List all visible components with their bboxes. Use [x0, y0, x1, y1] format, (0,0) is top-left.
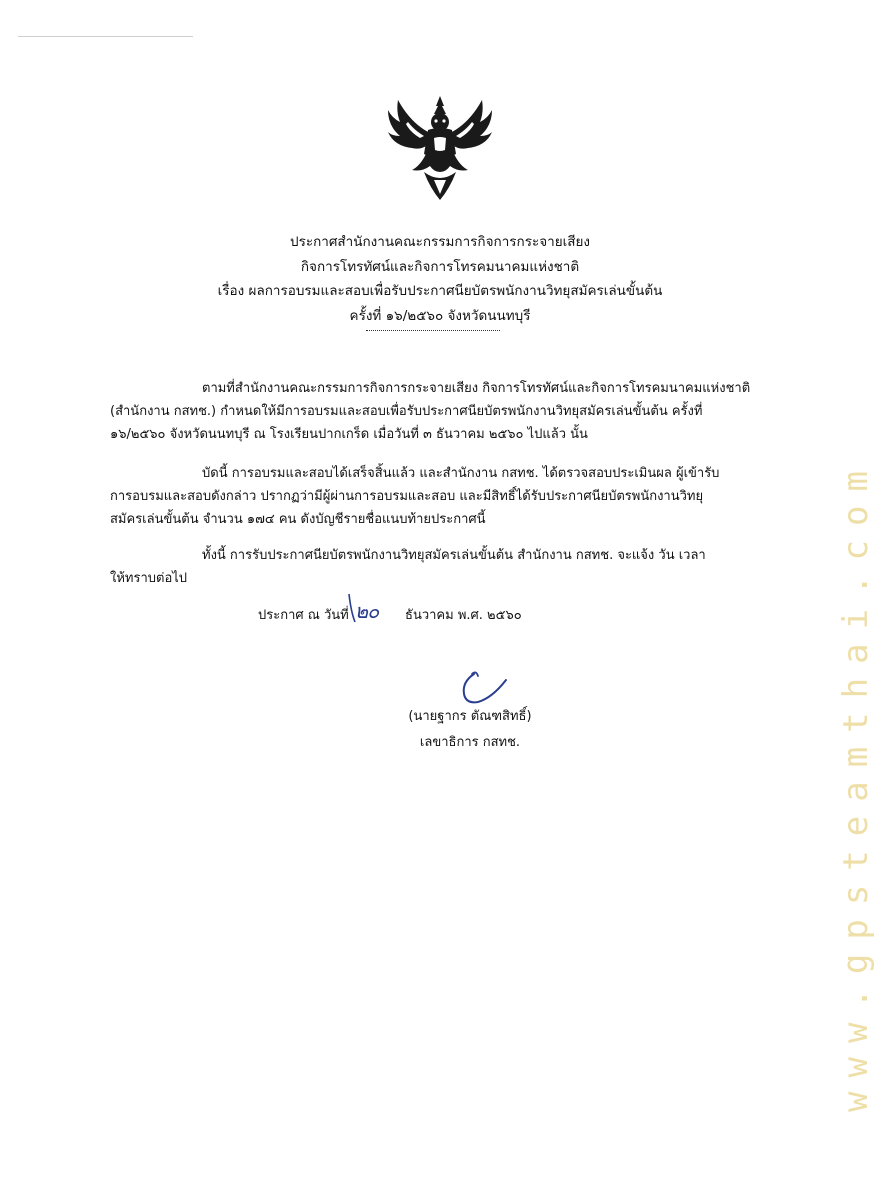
paragraph-background — [110, 377, 751, 446]
announcement-heading — [130, 230, 750, 328]
paragraph-line: บัดนี้ การอบรมและสอบได้เสร็จสิ้นแล้ว และสำนักงาน กสทช. ได้ตรวจสอบประเมินผล ผู้เข้ารับ — [202, 466, 720, 481]
paragraph-line: การอบรมและสอบดังกล่าว ปรากฏว่ามีผู้ผ่านการอบรมและสอบ และมีสิทธิ์ได้รับประกาศนียบัตรพนักงานวิทยุ — [110, 489, 704, 504]
handwritten-day-slot — [353, 598, 401, 626]
paragraph-line: สมัครเล่นขั้นต้น จำนวน ๑๗๔ คน ดังบัญชีรายชื่อแนบท้ายประกาศนี้ — [110, 512, 486, 527]
heading-line-session: ครั้งที่ ๑๖/๒๕๖๐ จังหวัดนนทบุรี — [349, 307, 531, 324]
signer-block — [340, 704, 600, 756]
handwritten-day: ๒๐ — [354, 598, 379, 623]
scan-edge-line — [18, 36, 193, 37]
paragraph-line: (สำนักงาน กสทช.) กำหนดให้มีการอบรมและสอบเพื่อรับประกาศนียบัตรพนักงานวิทยุสมัครเล่นขั้นต้น ครั้งที่ — [110, 404, 703, 419]
paragraph-line: ให้ทราบต่อไป — [110, 571, 188, 586]
garuda-emblem-icon — [384, 92, 496, 204]
signer-name: (นายฐากร ตัณฑสิทธิ์) — [408, 709, 532, 724]
paragraph-line: ตามที่สำนักงานคณะกรรมการกิจการกระจายเสียง กิจการโทรทัศน์และกิจการโทรคมนาคมแห่งชาติ — [202, 381, 751, 396]
announcement-date — [258, 598, 618, 627]
signer-title: เลขาธิการ กสทช. — [419, 735, 521, 750]
paragraph-line: ทั้งนี้ การรับประกาศนียบัตรพนักงานวิทยุสมัครเล่นขั้นต้น สำนักงาน กสทช. จะแจ้ง วัน เวลา — [202, 548, 706, 563]
date-suffix: ธันวาคม พ.ศ. ๒๕๖๐ — [405, 608, 522, 623]
paragraph-notice — [110, 544, 728, 590]
site-watermark: www.gpsteamthai.com — [836, 457, 876, 1112]
heading-line-subject: เรื่อง ผลการอบรมและสอบเพื่อรับประกาศนียบัตรพนักงานวิทยุสมัครเล่นขั้นต้น — [217, 283, 663, 299]
heading-divider — [366, 330, 500, 331]
date-prefix: ประกาศ ณ วันที่ — [258, 608, 349, 623]
heading-line-commission: กิจการโทรทัศน์และกิจการโทรคมนาคมแห่งชาติ — [300, 258, 580, 275]
heading-line-issuer: ประกาศสำนักงานคณะกรรมการกิจการกระจายเสียง — [290, 234, 590, 250]
paragraph-line: ๑๖/๒๕๖๐ จังหวัดนนทบุรี ณ โรงเรียนปากเกร็ด เมื่อวันที่ ๓ ธันวาคม ๒๕๖๐ ไปแล้ว นั้น — [110, 427, 588, 442]
paragraph-results — [110, 462, 728, 531]
